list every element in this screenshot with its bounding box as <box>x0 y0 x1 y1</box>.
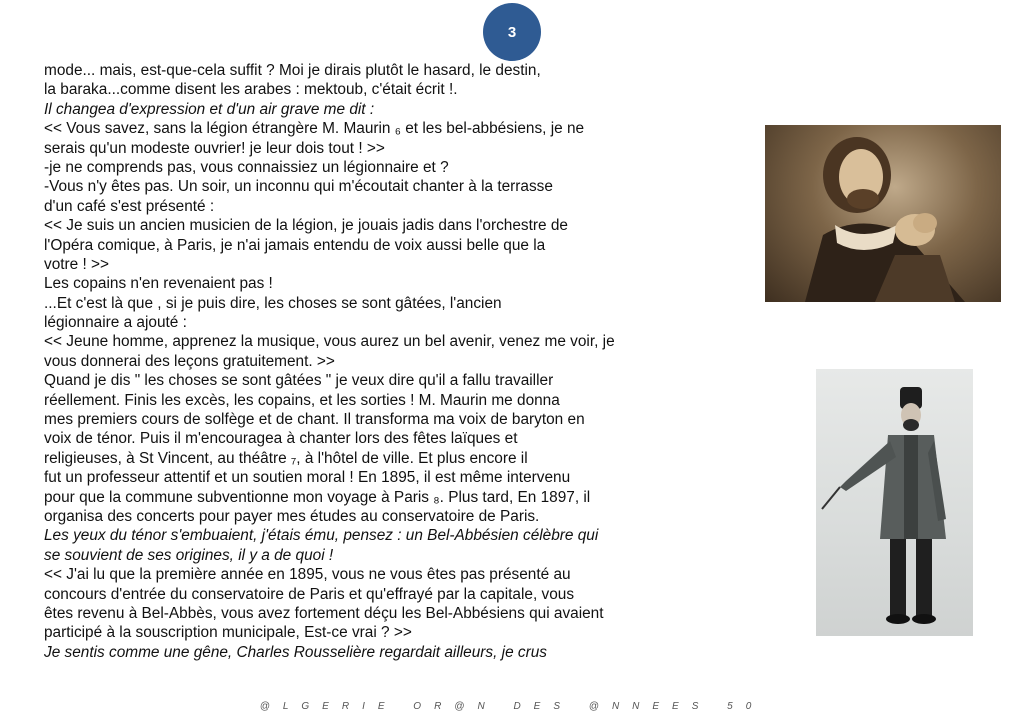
text-line: ...Et c'est là que , si je puis dire, les choses se sont gâtées, l'ancien <box>44 294 502 312</box>
text-line: l'Opéra comique, à Paris, je n'ai jamais entendu de voix aussi belle que la <box>44 236 546 254</box>
text-line: Les yeux du ténor s'embuaient, j'étais ému, pensez : un Bel-Abbésien célèbre qui <box>44 527 599 545</box>
text-line: mes premiers cours de solfège et de chant. Il transforma ma voix de baryton en <box>44 411 585 429</box>
article-body <box>44 61 704 662</box>
text-line: la baraka...comme disent les arabes : mektoub, c'était écrit !. <box>44 81 458 99</box>
text-line: êtes revenu à Bel-Abbès, vous avez fortement déçu les Bel-Abbésiens qui avaient <box>44 604 604 622</box>
text-line: votre ! >> <box>44 255 110 273</box>
text-line: mode... mais, est-que-cela suffit ? Moi je dirais plutôt le hasard, le destin, <box>44 62 541 79</box>
text-line: vous donnerai des leçons gratuitement. >> <box>44 352 335 370</box>
text-line: voix de ténor. Puis il m'encouragea à chanter lors des fêtes laïques et <box>44 430 518 448</box>
footer-watermark: @LGERIE OR@N DES @NNEES 50 <box>259 701 765 712</box>
text-line: Quand je dis " les choses se sont gâtées " je veux dire qu'il a fallu travailler <box>44 372 554 390</box>
text-line: réellement. Finis les excès, les copains, et les sorties ! M. Maurin me donna <box>44 391 560 409</box>
text-line: Il changea d'expression et d'un air grave me dit : <box>44 100 375 118</box>
text-line: Je sentis comme une gêne, Charles Rousselière regardait ailleurs, je crus <box>44 643 547 661</box>
page-number-badge: 3 <box>483 3 541 61</box>
text-line: << J'ai lu que la première année en 1895, vous ne vous êtes pas présenté au <box>44 566 571 584</box>
text-line: -Vous n'y êtes pas. Un soir, un inconnu qui m'écoutait chanter à la terrasse <box>44 178 553 196</box>
text-line: participé à la souscription municipale, Est-ce vrai ? >> <box>44 624 412 642</box>
text-line: -je ne comprends pas, vous connaissiez un légionnaire et ? <box>44 158 449 176</box>
portrait-illustration <box>765 125 1001 302</box>
text-line: concours d'entrée du conservatoire de Paris et qu'effrayé par la capitale, vous <box>44 585 575 603</box>
text-line: << Vous savez, sans la légion étrangère M. Maurin ₆ et les bel-abbésiens, je ne <box>44 120 585 138</box>
text-line: d'un café s'est présenté : <box>44 197 215 215</box>
text-line: << Je suis un ancien musicien de la légion, je jouais jadis dans l'orchestre de <box>44 217 568 235</box>
text-line: religieuses, à St Vincent, au théâtre ₇, à l'hôtel de ville. Et plus encore il <box>44 449 528 467</box>
text-line: serais qu'un modeste ouvrier! je leur dois tout ! >> <box>44 139 385 157</box>
text-line: << Jeune homme, apprenez la musique, vous aurez un bel avenir, venez me voir, je <box>44 333 615 351</box>
text-line: se souvient de ses origines, il y a de quoi ! <box>44 546 334 564</box>
text-line: fut un professeur attentif et un soutien moral ! En 1895, il est même intervenu <box>44 469 571 487</box>
singer-portrait-photo <box>765 125 1001 302</box>
text-line: pour que la commune subventionne mon voyage à Paris ₈. Plus tard, En 1897, il <box>44 488 591 506</box>
text-line: organisa des concerts pour payer mes études au conservatoire de Paris. <box>44 507 540 525</box>
costume-illustration <box>816 369 973 636</box>
text-line: Les copains n'en revenaient pas ! <box>44 275 273 293</box>
text-line: légionnaire a ajouté : <box>44 314 187 332</box>
singer-costume-photo <box>816 369 973 636</box>
